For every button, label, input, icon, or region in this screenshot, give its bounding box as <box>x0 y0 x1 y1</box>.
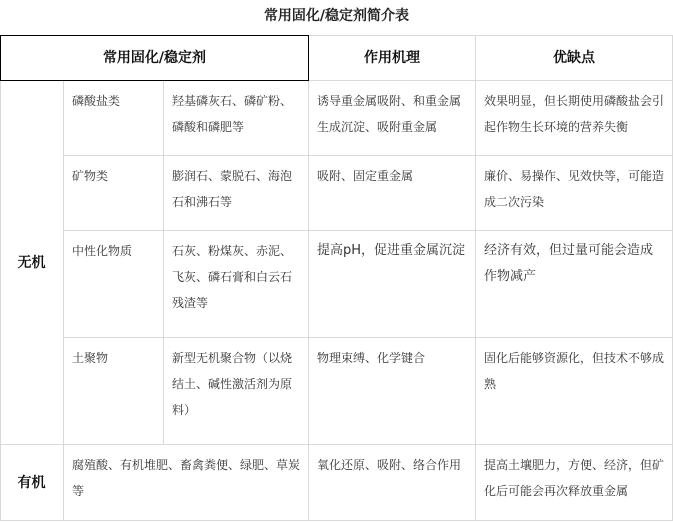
row4-pros-cons: 固化后能够资源化，但技术不够成熟 <box>476 338 673 445</box>
row5-mechanism: 氧化还原、吸附、络合作用 <box>309 445 476 521</box>
row5-pros-cons: 提高土壤肥力，方便、经济，但矿化后可能会再次释放重金属 <box>476 445 673 521</box>
row2-mechanism: 吸附、固定重金属 <box>309 156 476 231</box>
header-agent: 常用固化/稳定剂 <box>0 35 309 81</box>
row4-category: 土聚物 <box>64 338 164 445</box>
row1-examples: 羟基磷灰石、磷矿粉、磷酸和磷肥等 <box>164 81 309 156</box>
row3-examples: 石灰、粉煤灰、赤泥、飞灰、磷石膏和白云石残渣等 <box>164 231 309 338</box>
stabilizer-table <box>0 35 673 521</box>
row2-examples: 膨润石、蒙脱石、海泡石和沸石等 <box>164 156 309 231</box>
row3-pros-cons: 经济有效，但过量可能会造成作物减产 <box>476 231 673 338</box>
row4-mechanism: 物理束缚、化学键合 <box>309 338 476 445</box>
header-mechanism: 作用机理 <box>309 35 476 81</box>
row2-category: 矿物类 <box>64 156 164 231</box>
group-organic: 有机 <box>0 445 64 521</box>
row3-category: 中性化物质 <box>64 231 164 338</box>
group-inorganic: 无机 <box>0 81 64 445</box>
table-title: 常用固化/稳定剂简介表 <box>263 8 410 24</box>
row2-pros-cons: 廉价、易操作、见效快等，可能造成二次污染 <box>476 156 673 231</box>
row1-mechanism: 诱导重金属吸附、和重金属生成沉淀、吸附重金属 <box>309 81 476 156</box>
row3-mechanism: 提高pH，促进重金属沉淀 <box>309 231 476 338</box>
row1-category: 磷酸盐类 <box>64 81 164 156</box>
header-pros-cons: 优缺点 <box>476 35 673 81</box>
row5-examples: 腐殖酸、有机堆肥、畜禽粪便、绿肥、草炭等 <box>64 445 309 521</box>
row1-pros-cons: 效果明显，但长期使用磷酸盐会引起作物生长环境的营养失衡 <box>476 81 673 156</box>
row4-examples: 新型无机聚合物（以烧结土、碱性激活剂为原料） <box>164 338 309 445</box>
